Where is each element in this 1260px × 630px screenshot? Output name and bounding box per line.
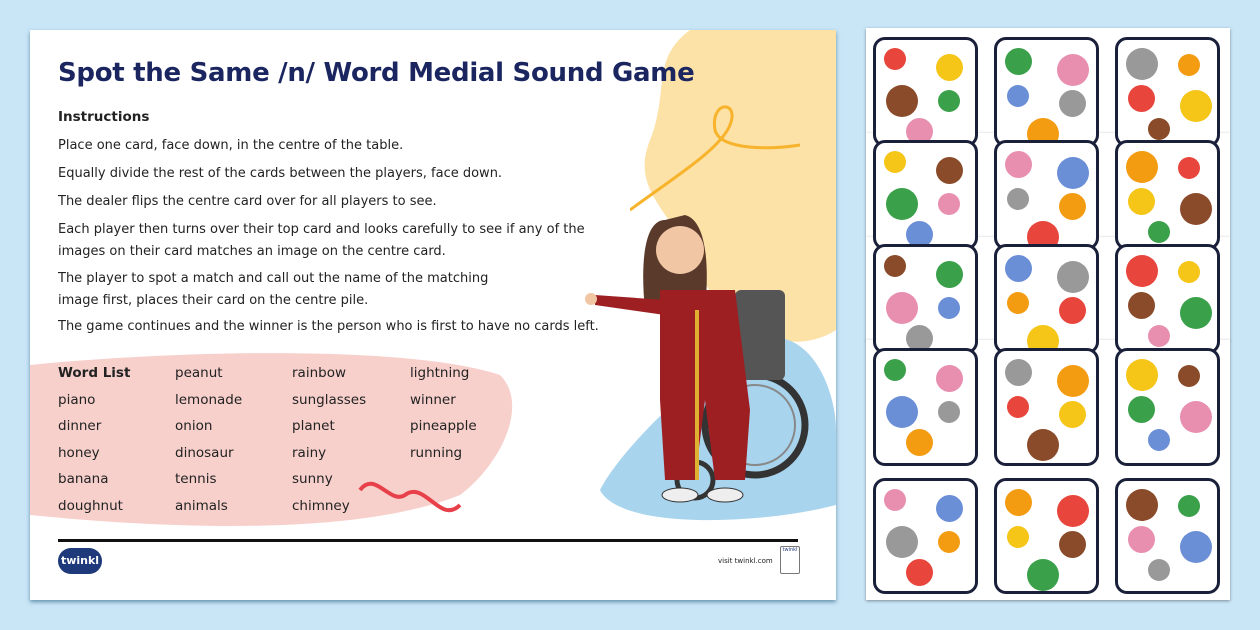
instruction-step: Place one card, face down, in the centre of the table. [58,138,404,153]
card-picture-icon [1128,85,1155,112]
word-list-item: doughnut [58,497,123,514]
word-list-item: honey [58,444,100,461]
card-picture-icon [1059,297,1086,324]
card-picture-icon [1126,151,1158,183]
card-picture-icon [1178,54,1200,76]
card-picture-icon [1126,48,1158,80]
card-picture-icon [1057,261,1089,293]
instruction-step: Each player then turns over their top card and looks carefully to see if any of the images on their card matches an image on the centre card. [58,222,585,259]
card-picture-icon [1027,429,1059,461]
quality-badge: twinkl [780,546,800,574]
picture-card[interactable] [1115,140,1220,250]
card-picture-icon [884,489,906,511]
card-picture-icon [1148,325,1170,347]
card-picture-icon [1057,157,1089,189]
card-picture-icon [1057,495,1089,527]
card-picture-icon [906,559,933,586]
word-list-item: rainy [292,444,327,461]
picture-card[interactable] [1115,244,1220,354]
word-list-item: pineapple [410,418,477,434]
word-list-item: onion [175,418,213,434]
card-picture-icon [938,90,960,112]
word-list-item: sunny [292,471,333,487]
picture-card[interactable] [873,140,978,250]
card-picture-icon [1126,489,1158,521]
word-list-item: banana [58,471,109,487]
card-picture-icon [884,48,906,70]
card-picture-icon [938,401,960,423]
card-picture-icon [1126,255,1158,287]
picture-card[interactable] [994,348,1099,466]
card-picture-icon [936,261,963,288]
card-picture-icon [886,85,918,117]
picture-card[interactable] [994,244,1099,354]
card-picture-icon [1178,495,1200,517]
card-picture-icon [938,193,960,215]
card-picture-icon [1180,401,1212,433]
card-picture-icon [1148,559,1170,581]
card-picture-icon [1005,48,1032,75]
card-picture-icon [1007,292,1029,314]
card-picture-icon [1059,401,1086,428]
card-picture-icon [1027,559,1059,591]
card-picture-icon [1007,85,1029,107]
card-picture-icon [1128,396,1155,423]
card-picture-icon [1005,255,1032,282]
card-picture-icon [1178,261,1200,283]
card-picture-icon [1057,54,1089,86]
card-picture-icon [1059,531,1086,558]
word-list-item: dinner [58,418,102,434]
picture-card[interactable] [1115,478,1220,594]
card-picture-icon [938,531,960,553]
instruction-step: The game continues and the winner is the person who is first to have no cards left. [58,319,599,334]
card-picture-icon [884,255,906,277]
card-picture-icon [936,365,963,392]
card-picture-icon [1128,292,1155,319]
word-list-item: lemonade [175,391,243,408]
card-picture-icon [1007,188,1029,210]
card-picture-icon [1180,193,1212,225]
card-picture-icon [1007,526,1029,548]
word-list-item: dinosaur [175,444,234,461]
card-picture-icon [886,292,918,324]
card-picture-icon [936,54,963,81]
page-title: Spot the Same /n/ Word Medial Sound Game [58,58,695,88]
card-picture-icon [1057,365,1089,397]
card-picture-icon [1005,359,1032,386]
instruction-step: Equally divide the rest of the cards between the players, face down. [58,166,503,181]
card-picture-icon [886,526,918,558]
picture-card[interactable] [873,244,978,354]
picture-card[interactable] [873,478,978,594]
word-list-item: winner [410,391,456,408]
visit-link[interactable]: visit twinkl.com [718,557,773,565]
picture-card[interactable] [994,140,1099,250]
game-sheet [30,30,836,600]
word-list-item: piano [58,391,96,408]
card-picture-icon [1128,526,1155,553]
card-picture-icon [1148,221,1170,243]
girl-in-wheelchair-illustration [585,180,815,510]
card-picture-icon [936,495,963,522]
twinkl-logo: twinkl [58,548,102,574]
card-picture-icon [1178,365,1200,387]
picture-card[interactable] [994,37,1099,147]
word-list-item: sunglasses [292,391,367,408]
card-picture-icon [1180,297,1212,329]
card-picture-icon [1180,90,1212,122]
card-picture-icon [1005,489,1032,516]
card-picture-icon [1148,118,1170,140]
card-picture-icon [886,188,918,220]
word-list-item: chimney [292,497,350,514]
word-list-item: peanut [175,365,223,381]
instructions-heading: Instructions [58,109,150,125]
word-list-heading: Word List [58,365,131,381]
word-list-item: running [410,444,463,461]
card-picture-icon [1178,157,1200,179]
picture-card[interactable] [873,37,978,147]
picture-card[interactable] [994,478,1099,594]
card-picture-icon [938,297,960,319]
card-picture-icon [1059,90,1086,117]
card-picture-icon [906,429,933,456]
card-picture-icon [1180,531,1212,563]
instruction-step: The player to spot a match and call out the name of the matching image first, places their card on the centre pile. [58,271,489,308]
picture-card[interactable] [1115,37,1220,147]
card-picture-icon [884,359,906,381]
card-picture-icon [1126,359,1158,391]
instruction-step: The dealer flips the centre card over for all players to see. [58,194,437,209]
card-picture-icon [1007,396,1029,418]
word-list-item: tennis [175,471,217,487]
card-picture-icon [1128,188,1155,215]
word-list-item: animals [175,497,228,514]
word-list-item: lightning [410,365,470,381]
card-picture-icon [1005,151,1032,178]
card-picture-icon [1059,193,1086,220]
word-list-item: rainbow [292,365,346,381]
picture-card[interactable] [1115,348,1220,466]
word-list-item: planet [292,418,335,434]
card-picture-icon [884,151,906,173]
card-picture-icon [886,396,918,428]
card-picture-icon [936,157,963,184]
footer-divider [58,539,798,542]
card-picture-icon [1148,429,1170,451]
picture-card[interactable] [873,348,978,466]
